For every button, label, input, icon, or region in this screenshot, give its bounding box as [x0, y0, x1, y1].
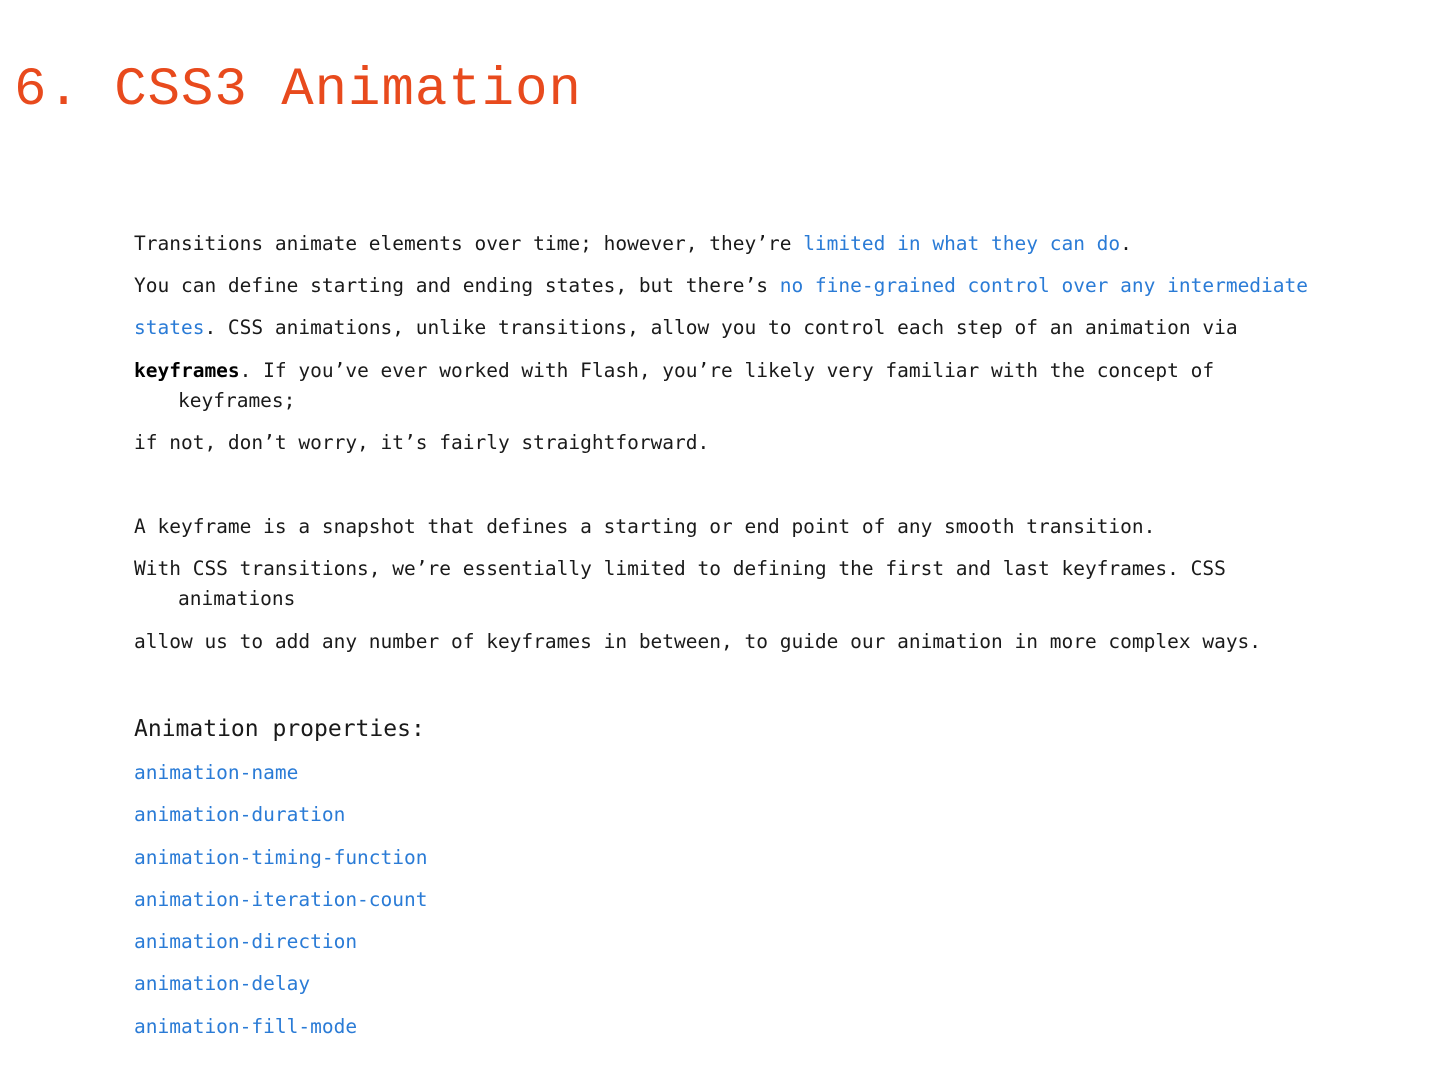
paragraph2-line3: allow us to add any number of keyframes in between, to guide our animation in more complex ways. — [134, 630, 1262, 653]
paragraph1-line5: if not, don’t worry, it’s fairly straightforward. — [134, 431, 710, 454]
properties-list — [134, 758, 428, 1054]
text-fragment: Transitions animate elements over time; however, they’re — [134, 232, 804, 255]
paragraph1-line4 — [134, 357, 1214, 385]
highlight-fine-grained: no fine-grained control over any intermediate — [779, 274, 1309, 297]
property-item: animation-iteration-count — [134, 887, 428, 911]
text-fragment: . — [1120, 232, 1132, 255]
text-fragment: You can define starting and ending states, but there’s — [134, 274, 780, 297]
property-item: animation-fill-mode — [134, 1014, 358, 1038]
highlight-limited: limited in what they can do — [803, 232, 1121, 255]
property-item: animation-delay — [134, 972, 311, 996]
paragraph1-line2 — [134, 272, 1308, 300]
properties-heading: Animation properties: — [134, 716, 425, 742]
page-title: 6. CSS3 Animation — [14, 60, 582, 121]
highlight-states: states — [134, 316, 205, 339]
paragraph1-line3 — [134, 314, 1238, 342]
property-item: animation-duration — [134, 803, 346, 827]
paragraph1-line4-continuation: keyframes; — [178, 389, 296, 412]
keyword-keyframes: keyframes — [134, 359, 240, 382]
text-fragment: . If you’ve ever worked with Flash, you’re likely very familiar with the concept of — [239, 359, 1215, 382]
property-item: animation-name — [134, 761, 299, 784]
paragraph1-line1 — [134, 230, 1132, 258]
property-item: animation-direction — [134, 930, 358, 954]
paragraph2-line2: With CSS transitions, we’re essentially limited to defining the first and last keyframes. CSS — [134, 557, 1226, 580]
text-fragment: . CSS animations, unlike transitions, allow you to control each step of an animation via — [204, 316, 1238, 339]
property-item: animation-timing-function — [134, 845, 428, 869]
paragraph2-line2-continuation: animations — [178, 587, 296, 610]
paragraph2-line1: A keyframe is a snapshot that defines a starting or end point of any smooth transition. — [134, 515, 1156, 538]
